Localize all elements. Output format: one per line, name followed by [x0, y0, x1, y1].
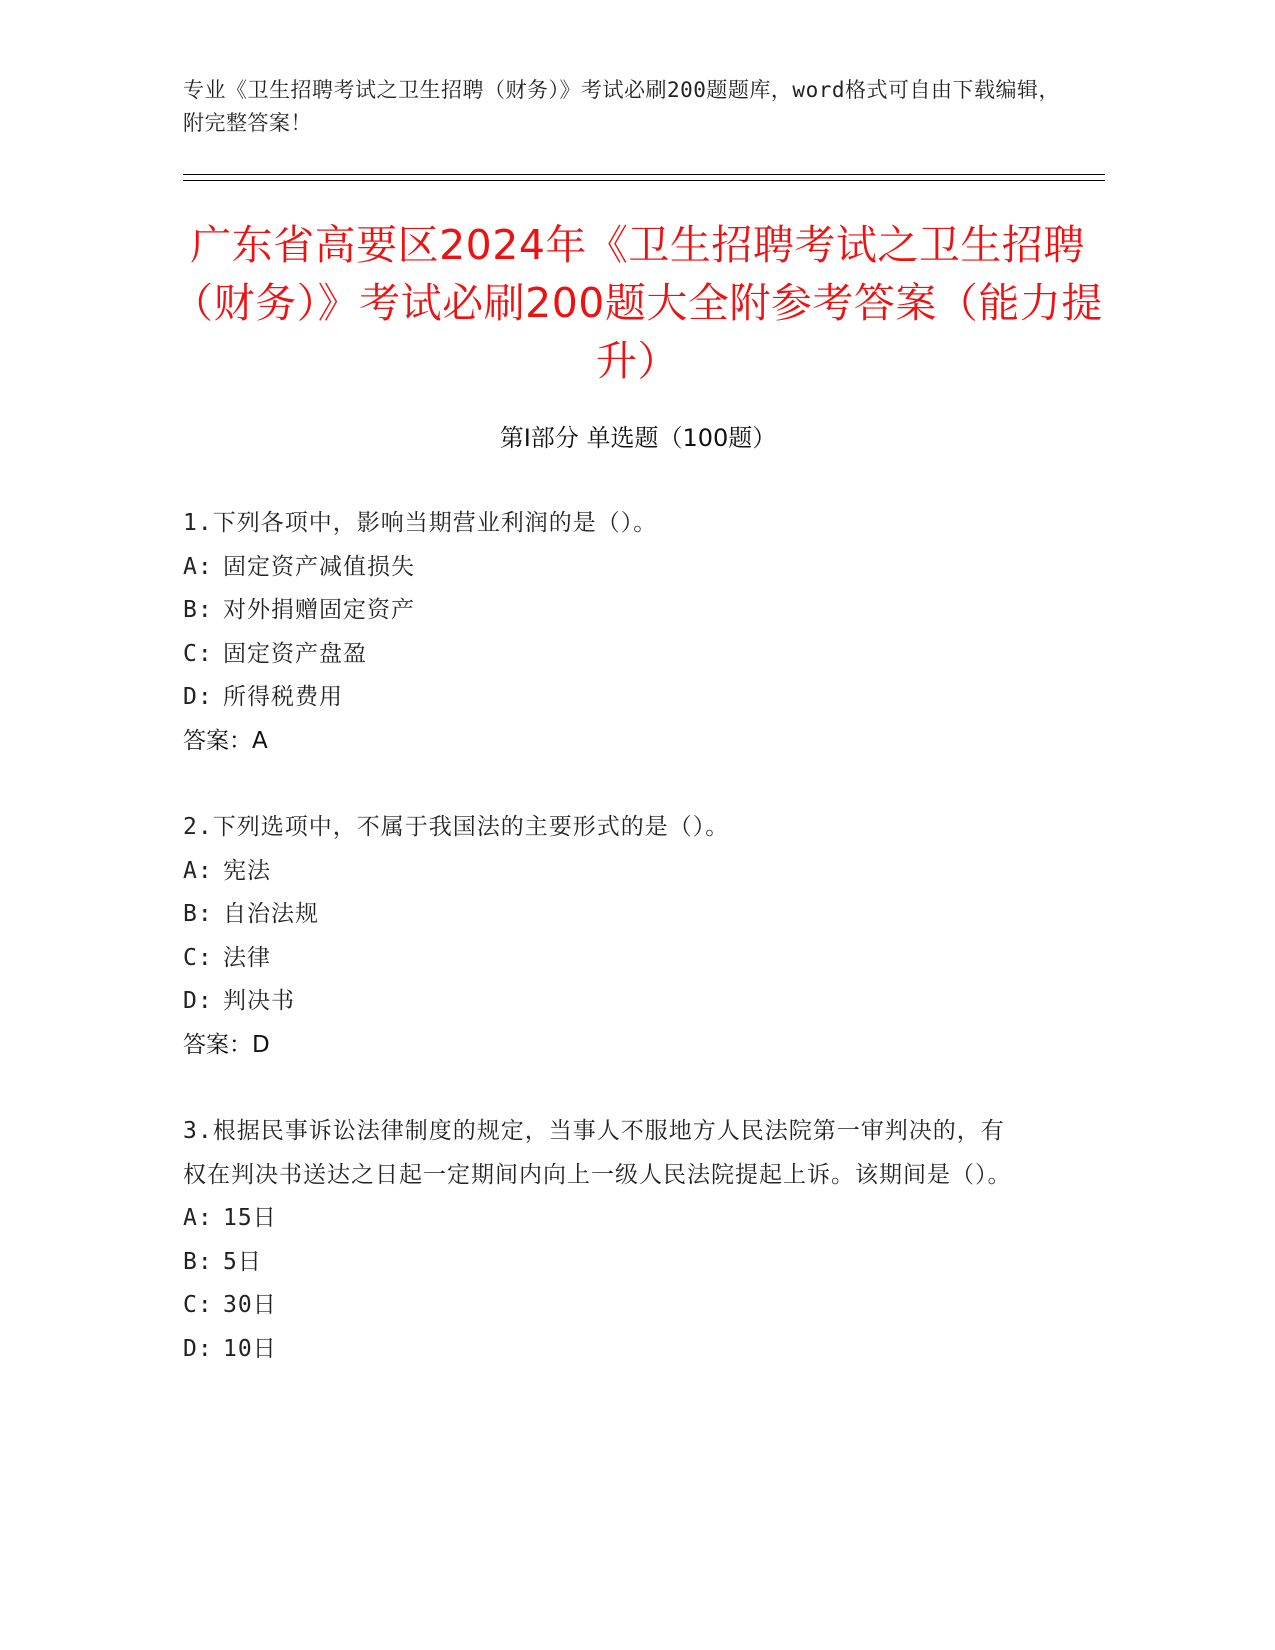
option-text: 15日 [223, 1205, 277, 1231]
option-text: 判决书 [223, 988, 295, 1014]
option-text: 自治法规 [223, 901, 319, 927]
option-key: C: [183, 944, 213, 971]
document-title: 广东省高要区2024年《卫生招聘考试之卫生招聘（财务）》考试必刷200题大全附参考答案（能力提升） [172, 221, 1103, 385]
header-divider-bottom [183, 180, 1105, 181]
question-stem: 1.下列各项中，影响当期营业利润的是（）。 [183, 510, 658, 536]
option-text: 5日 [223, 1248, 262, 1275]
option-key: D: [183, 988, 213, 1014]
option-key: B: [183, 1248, 213, 1275]
option-text: 30日 [223, 1292, 277, 1318]
option-d [183, 1328, 1023, 1372]
question-stem: 2.下列选项中，不属于我国法的主要形式的是（）。 [183, 814, 730, 840]
question-stem: 3.根据民事诉讼法律制度的规定，当事人不服地方人民法院第一审判决的，有权在判决书送达之日起一定期间内向上一级人民法院提起上诉。该期间是（）。 [183, 1118, 1012, 1188]
option-key: B: [183, 901, 213, 927]
option-key: C: [183, 1292, 213, 1318]
answer-line: 答案：A [183, 727, 268, 754]
question-3 [183, 1110, 1023, 1371]
option-text: 10日 [223, 1335, 277, 1362]
option-key: D: [183, 684, 213, 710]
option-text: 对外捐赠固定资产 [223, 597, 415, 623]
option-d [183, 980, 1023, 1024]
option-c [183, 633, 1023, 677]
option-c [183, 937, 1023, 981]
option-a [183, 850, 1023, 894]
header-note: 专业《卫生招聘考试之卫生招聘（财务）》考试必刷200题题库，word格式可自由下载编辑，附完整答案！ [183, 78, 1060, 135]
option-key: D: [183, 1335, 213, 1362]
option-a [183, 1197, 1023, 1241]
option-d [183, 676, 1023, 720]
option-text: 法律 [223, 944, 271, 971]
question-2 [183, 806, 1023, 1067]
option-key: B: [183, 597, 213, 623]
option-key: A: [183, 553, 213, 580]
option-key: A: [183, 857, 213, 884]
option-b [183, 1241, 1023, 1285]
option-b [183, 893, 1023, 937]
section-heading: 第Ⅰ部分 单选题（100题） [499, 424, 777, 452]
option-c [183, 1284, 1023, 1328]
option-text: 宪法 [223, 857, 271, 884]
option-a [183, 546, 1023, 590]
question-1 [183, 502, 1023, 763]
option-b [183, 589, 1023, 633]
option-key: A: [183, 1205, 213, 1231]
option-text: 所得税费用 [223, 684, 343, 710]
header-divider-top [183, 174, 1105, 175]
answer-line: 答案：D [183, 1031, 270, 1058]
question-list [183, 502, 1023, 1414]
option-text: 固定资产盘盈 [223, 640, 367, 667]
option-key: C: [183, 640, 213, 667]
option-text: 固定资产减值损失 [223, 553, 415, 580]
